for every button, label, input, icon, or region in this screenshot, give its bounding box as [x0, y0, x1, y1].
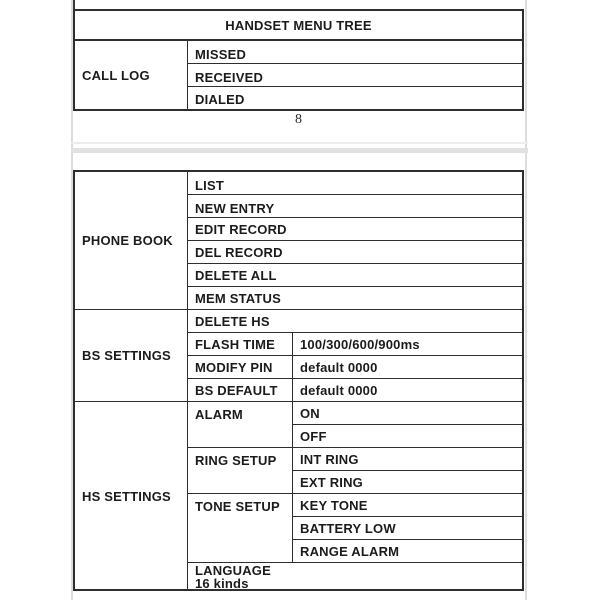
menu-value-battery-low: BATTERY LOW	[293, 517, 522, 540]
page-number: 8	[295, 112, 302, 127]
menu-item-language	[188, 563, 522, 590]
menu-item-ring-setup: RING SETUP	[188, 448, 293, 494]
settings-menu-table	[73, 170, 524, 591]
menu-item-bs-default: BS DEFAULT	[188, 379, 293, 402]
page-break-upper-line	[71, 142, 528, 144]
menu-item-dialed: DIALED	[195, 92, 245, 107]
language-kinds-label: 16 kinds	[195, 576, 249, 591]
menu-value-range-alarm: RANGE ALARM	[293, 540, 522, 563]
handset-menu-tree-table	[73, 9, 524, 111]
menu-item-missed: MISSED	[188, 41, 522, 64]
menu-item-received: RECEIVED	[188, 64, 522, 87]
menu-value-alarm-on: ON	[293, 402, 522, 425]
menu-item-del-record: DEL RECORD	[188, 241, 522, 264]
section-label-phone-book: PHONE BOOK	[75, 172, 188, 310]
language-label: LANGUAGE	[195, 563, 271, 578]
menu-item-new-entry: NEW ENTRY	[188, 195, 522, 218]
section-label-call-log: CALL LOG	[75, 41, 188, 109]
menu-value-modify-pin: default 0000	[293, 356, 522, 379]
menu-value-flash-time: 100/300/600/900ms	[293, 333, 522, 356]
menu-item-modify-pin: MODIFY PIN	[188, 356, 293, 379]
menu-item-flash-time: FLASH TIME	[188, 333, 293, 356]
menu-item-tone-setup: TONE SETUP	[188, 494, 293, 563]
menu-item-delete-hs: DELETE HS	[188, 310, 522, 333]
menu-value-bs-default: default 0000	[293, 379, 522, 402]
menu-item-mem-status: MEM STATUS	[188, 287, 522, 310]
section-label-bs-settings: BS SETTINGS	[75, 310, 188, 402]
menu-value-key-tone: KEY TONE	[293, 494, 522, 517]
menu-value-ext-ring: EXT RING	[293, 471, 522, 494]
table-title: HANDSET MENU TREE	[75, 11, 522, 41]
menu-item-list: LIST	[188, 172, 522, 195]
page-right-edge	[525, 0, 527, 600]
cutoff-table-border-stub	[73, 0, 75, 9]
menu-value-alarm-off: OFF	[293, 425, 522, 448]
menu-item-alarm: ALARM	[188, 402, 293, 448]
menu-item-edit-record: EDIT RECORD	[188, 218, 522, 241]
menu-item-delete-all: DELETE ALL	[188, 264, 522, 287]
section-label-hs-settings: HS SETTINGS	[75, 402, 188, 590]
page-break-lower-line	[71, 148, 528, 153]
menu-value-int-ring: INT RING	[293, 448, 522, 471]
